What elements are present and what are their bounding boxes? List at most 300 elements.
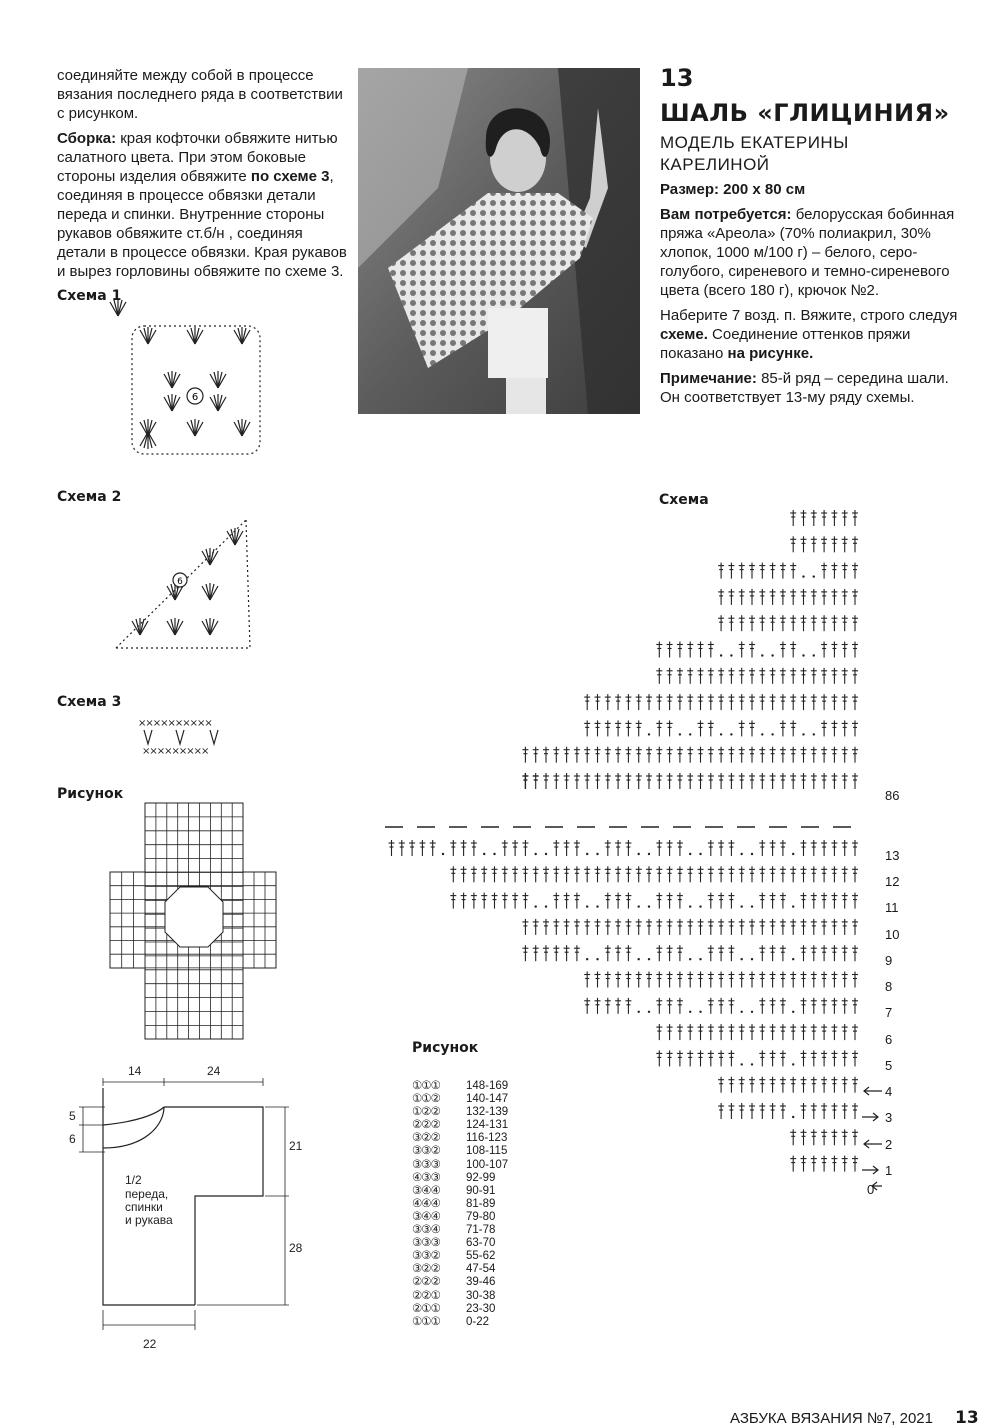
chart-stitch xyxy=(739,1103,745,1119)
chart-stitch xyxy=(667,998,673,1014)
chart-stitch xyxy=(625,919,631,935)
chart-stitch xyxy=(625,720,631,736)
chart-stitch xyxy=(759,919,765,935)
chart-stitch xyxy=(801,1050,807,1066)
chart-stitch xyxy=(605,747,611,763)
chart-stitch xyxy=(543,866,549,882)
chart-stitch xyxy=(605,694,611,710)
chart-chain xyxy=(648,733,650,735)
chart-stitch xyxy=(574,773,580,789)
legend-row xyxy=(412,1159,508,1172)
chart-stitch xyxy=(842,1077,848,1093)
chart-stitch xyxy=(677,1024,683,1040)
chart-stitch xyxy=(636,747,642,763)
chart-stitch xyxy=(801,1156,807,1172)
chart-stitch xyxy=(790,536,796,552)
chart-stitch xyxy=(574,840,580,856)
chart-stitch xyxy=(419,840,425,856)
chart-stitch xyxy=(595,694,601,710)
chart-stitch xyxy=(728,893,734,909)
chart-stitch xyxy=(698,747,704,763)
chart-stitch xyxy=(790,510,796,526)
model-author: МОДЕЛЬ ЕКАТЕРИНЫ КАРЕЛИНОЙ xyxy=(660,133,849,174)
chart-stitch xyxy=(687,642,693,658)
chart-stitch xyxy=(553,945,559,961)
chart-chain xyxy=(483,853,485,855)
chart-stitch xyxy=(759,773,765,789)
chart-stitch xyxy=(574,747,580,763)
scheme1-center-number: 6 xyxy=(191,392,199,403)
chart-stitch xyxy=(667,919,673,935)
chart-stitch xyxy=(708,668,714,684)
legend-colors: ①①① xyxy=(412,1315,440,1328)
chart-stitch xyxy=(852,694,858,710)
chart-stitch xyxy=(636,972,642,988)
chart-stitch xyxy=(615,998,621,1014)
arrow-right-icon xyxy=(862,1166,878,1174)
legend-colors: ③④④ xyxy=(412,1210,440,1223)
chart-stitch xyxy=(522,893,528,909)
chart-stitch xyxy=(780,840,786,856)
assembly-text-b: по схеме 3 xyxy=(250,168,330,185)
chart-stitch xyxy=(728,668,734,684)
chart-stitch xyxy=(749,773,755,789)
chart-stitch xyxy=(821,563,827,579)
chart-stitch xyxy=(677,945,683,961)
chart-stitch xyxy=(739,720,745,736)
chart-stitch xyxy=(811,615,817,631)
chart-stitch xyxy=(790,668,796,684)
chart-stitch xyxy=(636,773,642,789)
chart-stitch xyxy=(728,919,734,935)
chart-stitch xyxy=(728,747,734,763)
legend-rows: 55-62 xyxy=(466,1250,496,1263)
chart-stitch xyxy=(831,998,837,1014)
chart-stitch xyxy=(811,668,817,684)
chart-stitch xyxy=(739,866,745,882)
chart-stitch xyxy=(656,972,662,988)
chart-stitch xyxy=(502,893,508,909)
chart-stitch xyxy=(842,866,848,882)
legend-colors: ①②② xyxy=(412,1106,440,1119)
chart-stitch xyxy=(677,998,683,1014)
row-number: 8 xyxy=(885,979,893,994)
chart-stitch xyxy=(564,945,570,961)
drawing-legend-label: Рисунок xyxy=(412,1040,479,1056)
chart-stitch xyxy=(605,998,611,1014)
chart-stitch xyxy=(749,720,755,736)
chart-stitch xyxy=(481,893,487,909)
chart-stitch xyxy=(790,972,796,988)
chart-stitch xyxy=(739,972,745,988)
chart-stitch xyxy=(801,773,807,789)
chart-stitch xyxy=(625,840,631,856)
chart-stitch xyxy=(656,720,662,736)
chart-stitch xyxy=(831,668,837,684)
chart-stitch xyxy=(667,1024,673,1040)
legend-rows: 148-169 xyxy=(466,1080,509,1092)
legend-colors: ③②② xyxy=(412,1132,440,1145)
assembly-paragraph xyxy=(57,129,347,281)
chart-chain xyxy=(689,733,691,735)
garment-pattern xyxy=(69,1060,315,1360)
chart-stitch xyxy=(749,563,755,579)
chart-stitch xyxy=(522,840,528,856)
chart-stitch xyxy=(801,866,807,882)
chart-chain xyxy=(792,1063,794,1065)
chart-stitch xyxy=(728,1077,734,1093)
chart-stitch xyxy=(842,563,848,579)
scheme2-diagram xyxy=(110,510,260,655)
chart-stitch xyxy=(615,972,621,988)
chart-stitch xyxy=(790,1129,796,1145)
chart-stitch xyxy=(821,668,827,684)
chart-stitch xyxy=(759,1050,765,1066)
chart-stitch xyxy=(646,773,652,789)
chart-chain xyxy=(545,853,547,855)
chart-stitch xyxy=(718,945,724,961)
chart-stitch xyxy=(698,866,704,882)
chart-chain xyxy=(771,733,773,735)
chart-stitch xyxy=(553,747,559,763)
chart-stitch xyxy=(790,615,796,631)
chart-chain xyxy=(638,905,640,907)
chart-chain xyxy=(751,905,753,907)
legend-row xyxy=(412,1093,508,1106)
scheme3-label: Схема 3 xyxy=(57,694,122,710)
legend-colors: ①①① xyxy=(412,1080,440,1092)
chart-stitch xyxy=(677,866,683,882)
chart-stitch xyxy=(574,866,580,882)
chart-stitch xyxy=(780,1077,786,1093)
color-legend xyxy=(412,1080,508,1329)
chart-stitch xyxy=(698,972,704,988)
chart-stitch xyxy=(749,919,755,935)
chart-stitch xyxy=(584,773,590,789)
chart-stitch xyxy=(831,1103,837,1119)
chart-stitch xyxy=(811,998,817,1014)
chart-stitch xyxy=(625,945,631,961)
legend-row xyxy=(412,1290,508,1303)
chart-chain xyxy=(792,1116,794,1118)
chart-stitch xyxy=(821,642,827,658)
chart-stitch xyxy=(698,720,704,736)
chart-stitch xyxy=(749,972,755,988)
legend-rows: 100-107 xyxy=(466,1158,509,1171)
chart-stitch xyxy=(842,840,848,856)
chart-stitch xyxy=(842,642,848,658)
chart-stitch xyxy=(625,694,631,710)
chart-stitch xyxy=(801,1077,807,1093)
chart-stitch xyxy=(718,668,724,684)
chart-stitch xyxy=(842,1156,848,1172)
chart-stitch xyxy=(852,668,858,684)
chart-stitch xyxy=(718,866,724,882)
legend-colors: ②②① xyxy=(412,1289,440,1302)
chart-stitch xyxy=(728,972,734,988)
chart-stitch xyxy=(708,720,714,736)
chart-chain xyxy=(596,905,598,907)
chart-stitch xyxy=(698,1050,704,1066)
legend-colors: ③②② xyxy=(412,1263,440,1276)
chart-stitch xyxy=(852,998,858,1014)
chart-stitch xyxy=(543,747,549,763)
chart-stitch xyxy=(842,773,848,789)
chart-stitch xyxy=(533,866,539,882)
chart-stitch xyxy=(646,919,652,935)
chart-stitch xyxy=(831,536,837,552)
scheme-label-right: Схема xyxy=(659,492,709,508)
chart-stitch xyxy=(625,747,631,763)
legend-colors: ③④④ xyxy=(412,1184,440,1197)
chart-stitch xyxy=(842,998,848,1014)
chart-stitch xyxy=(770,972,776,988)
chart-stitch xyxy=(749,694,755,710)
chart-stitch xyxy=(625,998,631,1014)
chart-stitch xyxy=(553,866,559,882)
chart-stitch xyxy=(656,998,662,1014)
model-photo xyxy=(358,68,640,414)
chart-stitch xyxy=(842,919,848,935)
chart-stitch xyxy=(656,840,662,856)
chart-stitch xyxy=(790,1024,796,1040)
size-line: Размер: 200 х 80 см xyxy=(660,181,806,198)
chart-stitch xyxy=(831,773,837,789)
chart-stitch xyxy=(842,668,848,684)
chart-stitch xyxy=(636,919,642,935)
chart-stitch xyxy=(574,919,580,935)
chart-stitch xyxy=(821,972,827,988)
legend-colors: ①①② xyxy=(412,1093,440,1106)
chart-stitch xyxy=(759,694,765,710)
scheme2-center-number: 6 xyxy=(177,577,183,587)
article-title: ШАЛЬ «ГЛИЦИНИЯ» xyxy=(660,99,950,127)
chart-stitch xyxy=(759,563,765,579)
chart-stitch xyxy=(831,840,837,856)
chart-stitch xyxy=(770,668,776,684)
chart-stitch xyxy=(811,589,817,605)
chart-stitch xyxy=(553,840,559,856)
chart-stitch xyxy=(708,694,714,710)
legend-rows: 140-147 xyxy=(466,1093,509,1106)
chart-stitch xyxy=(801,536,807,552)
chart-stitch xyxy=(728,1050,734,1066)
legend-colors: ②②② xyxy=(412,1119,440,1132)
chart-stitch xyxy=(790,1156,796,1172)
chart-stitch xyxy=(852,589,858,605)
chart-stitch xyxy=(728,615,734,631)
chart-stitch xyxy=(770,919,776,935)
chart-stitch xyxy=(852,720,858,736)
chart-stitch xyxy=(842,1050,848,1066)
chart-stitch xyxy=(842,694,848,710)
chart-stitch xyxy=(677,642,683,658)
chart-stitch xyxy=(615,720,621,736)
chart-stitch xyxy=(790,773,796,789)
chart-stitch xyxy=(584,866,590,882)
legend-rows: 47-54 xyxy=(466,1263,496,1276)
chart-stitch xyxy=(481,866,487,882)
chart-stitch xyxy=(667,1050,673,1066)
dim-24: 24 xyxy=(207,1064,221,1078)
svg-text:×××××××××: ××××××××× xyxy=(142,746,209,757)
chart-stitch xyxy=(770,589,776,605)
chart-stitch xyxy=(821,893,827,909)
chart-stitch xyxy=(615,694,621,710)
chart-stitch xyxy=(852,1050,858,1066)
chart-stitch xyxy=(842,720,848,736)
chart-stitch xyxy=(708,972,714,988)
chart-stitch xyxy=(522,773,528,789)
chart-stitch xyxy=(667,866,673,882)
chart-chain xyxy=(586,958,588,960)
svg-text:××××××××××: ×××××××××× xyxy=(138,718,212,729)
chart-stitch xyxy=(749,1103,755,1119)
cross-grid-drawing xyxy=(108,800,278,1045)
chart-stitch xyxy=(564,866,570,882)
chart-stitch xyxy=(667,668,673,684)
chart-stitch xyxy=(584,919,590,935)
legend-rows: 108-115 xyxy=(466,1145,508,1158)
chart-stitch xyxy=(759,840,765,856)
chart-stitch xyxy=(801,1024,807,1040)
row-number: 0 xyxy=(867,1182,875,1197)
chart-stitch xyxy=(708,866,714,882)
chart-stitch xyxy=(718,1050,724,1066)
chart-stitch xyxy=(821,1156,827,1172)
chart-chain xyxy=(720,654,722,656)
chart-stitch xyxy=(739,589,745,605)
chart-stitch xyxy=(759,668,765,684)
chart-chain xyxy=(689,1011,691,1013)
chart-stitch xyxy=(790,747,796,763)
chart-stitch xyxy=(708,945,714,961)
materials-paragraph: Вам потребуется: белорусская бобинная пряжа «Ареола» (70% полиакрил, 30% хлопок, 1000 м/100 г) – белого, серо-голубого, сиреневого и темно-сиреневого цвета (всего 180 г), крючок №2. xyxy=(660,206,955,299)
chart-stitch xyxy=(852,563,858,579)
legend-rows: 63-70 xyxy=(466,1237,496,1250)
chart-stitch xyxy=(718,615,724,631)
chart-stitch xyxy=(739,694,745,710)
chart-stitch xyxy=(564,773,570,789)
pattern-caption-3: спинки xyxy=(125,1200,163,1214)
chart-stitch xyxy=(615,747,621,763)
chart-stitch xyxy=(646,694,652,710)
chart-stitch xyxy=(801,945,807,961)
chart-stitch xyxy=(801,668,807,684)
chart-stitch xyxy=(543,919,549,935)
legend-colors: ③③② xyxy=(412,1145,440,1158)
chart-stitch xyxy=(821,536,827,552)
chart-chain xyxy=(771,654,773,656)
chart-stitch xyxy=(801,1103,807,1119)
chart-stitch xyxy=(821,615,827,631)
chart-stitch xyxy=(574,893,580,909)
chart-stitch xyxy=(687,972,693,988)
chart-stitch xyxy=(780,919,786,935)
chart-stitch xyxy=(749,615,755,631)
chart-chain xyxy=(648,1011,650,1013)
chart-stitch xyxy=(770,694,776,710)
chart-stitch xyxy=(492,893,498,909)
row-number: 11 xyxy=(885,900,899,915)
row-arrows xyxy=(858,1083,884,1193)
chart-stitch xyxy=(646,972,652,988)
chart-stitch xyxy=(728,773,734,789)
chart-stitch xyxy=(667,694,673,710)
chart-stitch xyxy=(595,747,601,763)
chart-stitch xyxy=(533,747,539,763)
chart-stitch xyxy=(409,840,415,856)
chart-stitch xyxy=(605,866,611,882)
chart-stitch xyxy=(471,866,477,882)
chart-stitch xyxy=(522,747,528,763)
chart-chain xyxy=(699,905,701,907)
chart-chain xyxy=(813,575,815,577)
note-paragraph: Примечание: 85-й ряд – середина шали. Он соответствует 13-му ряду схемы. xyxy=(660,370,949,406)
arrow-right-icon xyxy=(862,1113,878,1121)
chart-stitch xyxy=(811,1156,817,1172)
chart-stitch xyxy=(749,747,755,763)
chart-stitch xyxy=(801,694,807,710)
chart-stitch xyxy=(471,840,477,856)
chart-stitch xyxy=(718,694,724,710)
chart-stitch xyxy=(625,866,631,882)
chart-stitch xyxy=(831,747,837,763)
dim-21: 21 xyxy=(289,1139,303,1153)
chart-stitch xyxy=(831,615,837,631)
chart-chain xyxy=(792,958,794,960)
chart-stitch xyxy=(852,919,858,935)
chart-chain xyxy=(761,733,763,735)
row-number: 1 xyxy=(885,1163,893,1178)
legend-row xyxy=(412,1119,508,1132)
right-text-block xyxy=(660,64,960,413)
legend-row xyxy=(412,1106,508,1119)
chart-stitch xyxy=(770,563,776,579)
chart-chain xyxy=(751,1063,753,1065)
legend-rows: 30-38 xyxy=(466,1289,496,1302)
chart-stitch xyxy=(687,747,693,763)
chart-stitch xyxy=(801,840,807,856)
chart-stitch xyxy=(625,773,631,789)
chart-stitch xyxy=(831,510,837,526)
chart-stitch xyxy=(801,972,807,988)
chart-chain xyxy=(648,958,650,960)
chart-stitch xyxy=(749,1024,755,1040)
legend-row xyxy=(412,1145,508,1158)
chart-stitch xyxy=(801,998,807,1014)
chart-stitch xyxy=(522,866,528,882)
chart-stitch xyxy=(759,747,765,763)
chart-stitch xyxy=(512,893,518,909)
footer-magazine: АЗБУКА ВЯЗАНИЯ №7, 2021 xyxy=(730,1410,933,1427)
chart-stitch xyxy=(831,945,837,961)
chart-stitch xyxy=(728,1103,734,1119)
chart-stitch xyxy=(811,536,817,552)
legend-colors: ②②② xyxy=(412,1276,440,1289)
chart-chain xyxy=(802,654,804,656)
chart-stitch xyxy=(718,773,724,789)
chart-stitch xyxy=(780,563,786,579)
chart-stitch xyxy=(389,840,395,856)
chart-stitch xyxy=(718,893,724,909)
chart-stitch xyxy=(811,972,817,988)
chart-stitch xyxy=(831,919,837,935)
chart-stitch xyxy=(821,510,827,526)
legend-colors: ②①① xyxy=(412,1302,440,1315)
chart-chain xyxy=(792,905,794,907)
chart-stitch xyxy=(770,1077,776,1093)
